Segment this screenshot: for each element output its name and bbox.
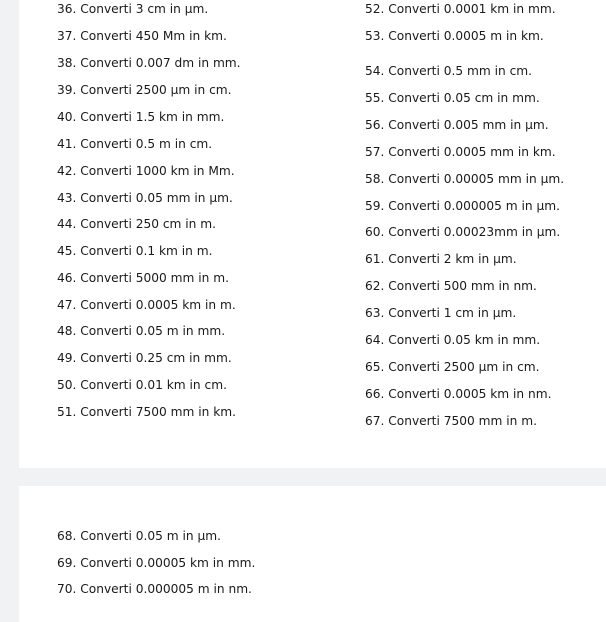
exercise-45: 45. Converti 0.1 km in m. xyxy=(57,244,213,258)
exercise-47: 47. Converti 0.0005 km in m. xyxy=(57,298,236,312)
exercise-51: 51. Converti 7500 mm in km. xyxy=(57,405,237,419)
exercise-65: 65. Converti 2500 μm in cm. xyxy=(365,360,540,374)
exercise-57: 57. Converti 0.0005 mm in km. xyxy=(365,145,556,159)
exercise-42: 42. Converti 1000 km in Mm. xyxy=(57,164,235,178)
exercise-68: 68. Converti 0.05 m in μm. xyxy=(57,529,221,543)
exercise-56: 56. Converti 0.005 mm in μm. xyxy=(365,118,549,132)
exercise-69: 69. Converti 0.00005 km in mm. xyxy=(57,556,256,570)
exercise-67: 67. Converti 7500 mm in m. xyxy=(365,414,537,428)
exercise-64: 64. Converti 0.05 km in mm. xyxy=(365,333,541,347)
exercise-48: 48. Converti 0.05 m in mm. xyxy=(57,324,226,338)
exercise-59: 59. Converti 0.000005 m in μm. xyxy=(365,199,560,213)
exercise-61: 61. Converti 2 km in μm. xyxy=(365,252,517,266)
exercise-50: 50. Converti 0.01 km in cm. xyxy=(57,378,227,392)
exercise-55: 55. Converti 0.05 cm in mm. xyxy=(365,91,540,105)
exercise-41: 41. Converti 0.5 m in cm. xyxy=(57,137,213,151)
exercise-49: 49. Converti 0.25 cm in mm. xyxy=(57,351,232,365)
exercise-46: 46. Converti 5000 mm in m. xyxy=(57,271,229,285)
exercise-52: 52. Converti 0.0001 km in mm. xyxy=(365,2,556,16)
worksheet-page-1 xyxy=(19,0,606,468)
exercise-62: 62. Converti 500 mm in nm. xyxy=(365,279,537,293)
worksheet-page-2 xyxy=(19,486,606,622)
exercise-43: 43. Converti 0.05 mm in μm. xyxy=(57,191,233,205)
exercise-40: 40. Converti 1.5 km in mm. xyxy=(57,110,225,124)
exercise-66: 66. Converti 0.0005 km in nm. xyxy=(365,387,552,401)
exercise-38: 38. Converti 0.007 dm in mm. xyxy=(57,56,241,70)
exercise-70: 70. Converti 0.000005 m in nm. xyxy=(57,582,252,596)
exercise-58: 58. Converti 0.00005 mm in μm. xyxy=(365,172,565,186)
exercise-39: 39. Converti 2500 μm in cm. xyxy=(57,83,232,97)
exercise-63: 63. Converti 1 cm in μm. xyxy=(365,306,517,320)
exercise-54: 54. Converti 0.5 mm in cm. xyxy=(365,64,533,78)
exercise-60: 60. Converti 0.00023mm in μm. xyxy=(365,225,561,239)
exercise-36: 36. Converti 3 cm in μm. xyxy=(57,2,209,16)
exercise-37: 37. Converti 450 Mm in km. xyxy=(57,29,227,43)
exercise-53: 53. Converti 0.0005 m in km. xyxy=(365,29,544,43)
exercise-44: 44. Converti 250 cm in m. xyxy=(57,217,217,231)
